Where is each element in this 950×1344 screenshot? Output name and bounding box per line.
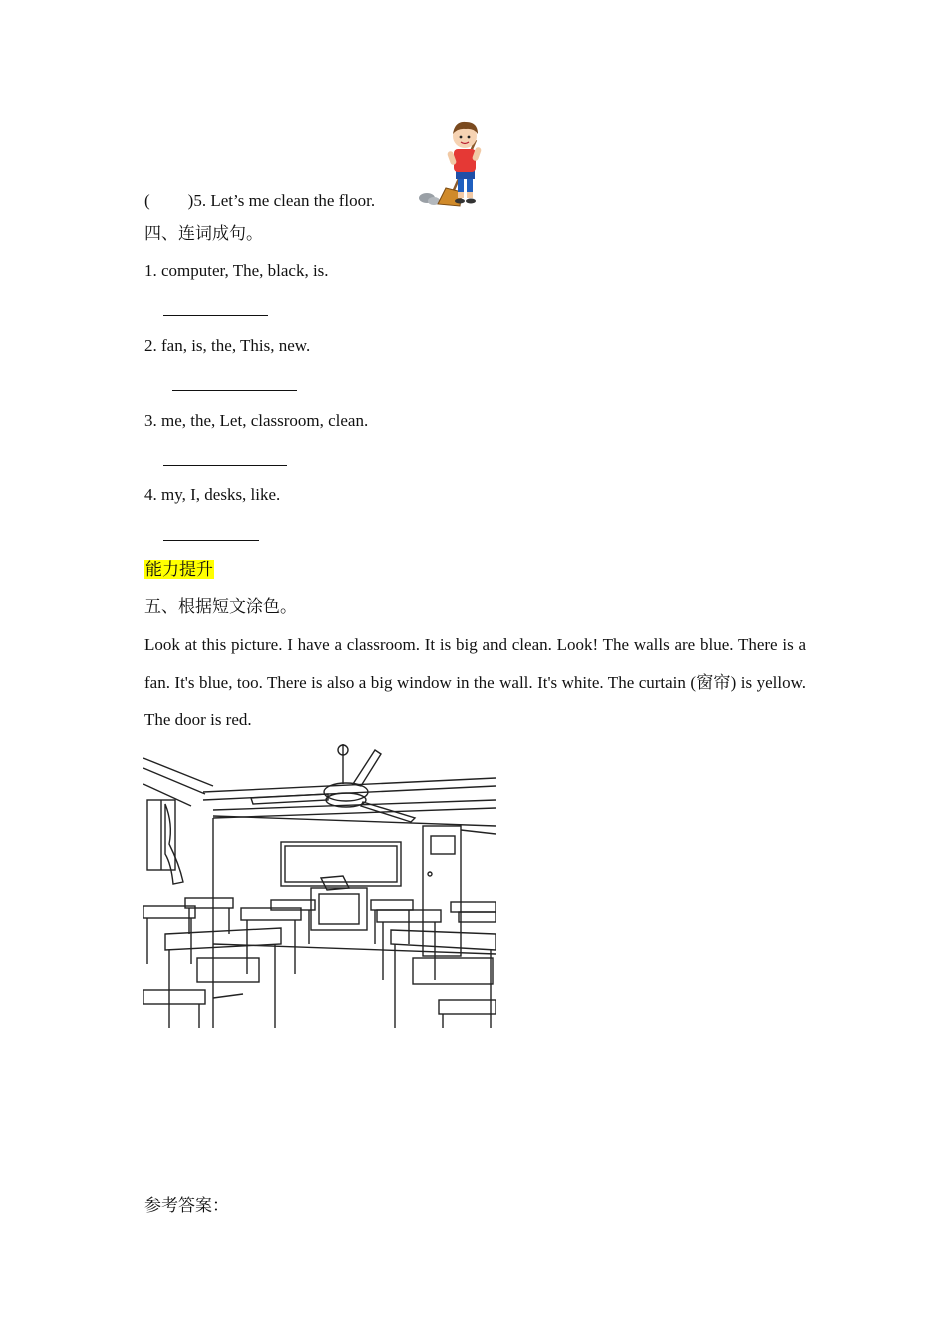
answer-line[interactable] xyxy=(163,465,287,466)
question-5-text: )5. Let’s me clean the floor. xyxy=(187,191,376,210)
answer-paren-open: ( xyxy=(144,191,150,210)
answer-line[interactable] xyxy=(163,315,268,316)
sentence-item: 3. me, the, Let, classroom, clean. xyxy=(144,411,369,430)
section-4-heading: 四、连词成句。 xyxy=(144,224,263,243)
answers-label: 参考答案： xyxy=(144,1196,229,1215)
answer-line[interactable] xyxy=(163,540,259,541)
level-label: 能力提升 xyxy=(145,560,213,579)
boy-sweeping-floor-icon xyxy=(418,118,486,210)
sentence-item: 2. fan, is, the, This, new. xyxy=(144,336,311,355)
section-5-heading: 五、根据短文涂色。 xyxy=(144,597,297,616)
question-5 xyxy=(144,190,375,212)
sentence-item: 4. my, I, desks, like. xyxy=(144,485,281,504)
sentence-item: 1. computer, The, black, is. xyxy=(144,261,329,280)
classroom-line-drawing[interactable] xyxy=(143,744,496,1028)
reading-passage: Look at this picture. I have a classroom. It is big and clean. Look! The walls are blue. There is a fan. It's blue, too. There is also a big window in the wall. It's white. The curtain (窗帘) is yellow. The door is red. xyxy=(144,635,806,729)
answer-line[interactable] xyxy=(172,390,297,391)
